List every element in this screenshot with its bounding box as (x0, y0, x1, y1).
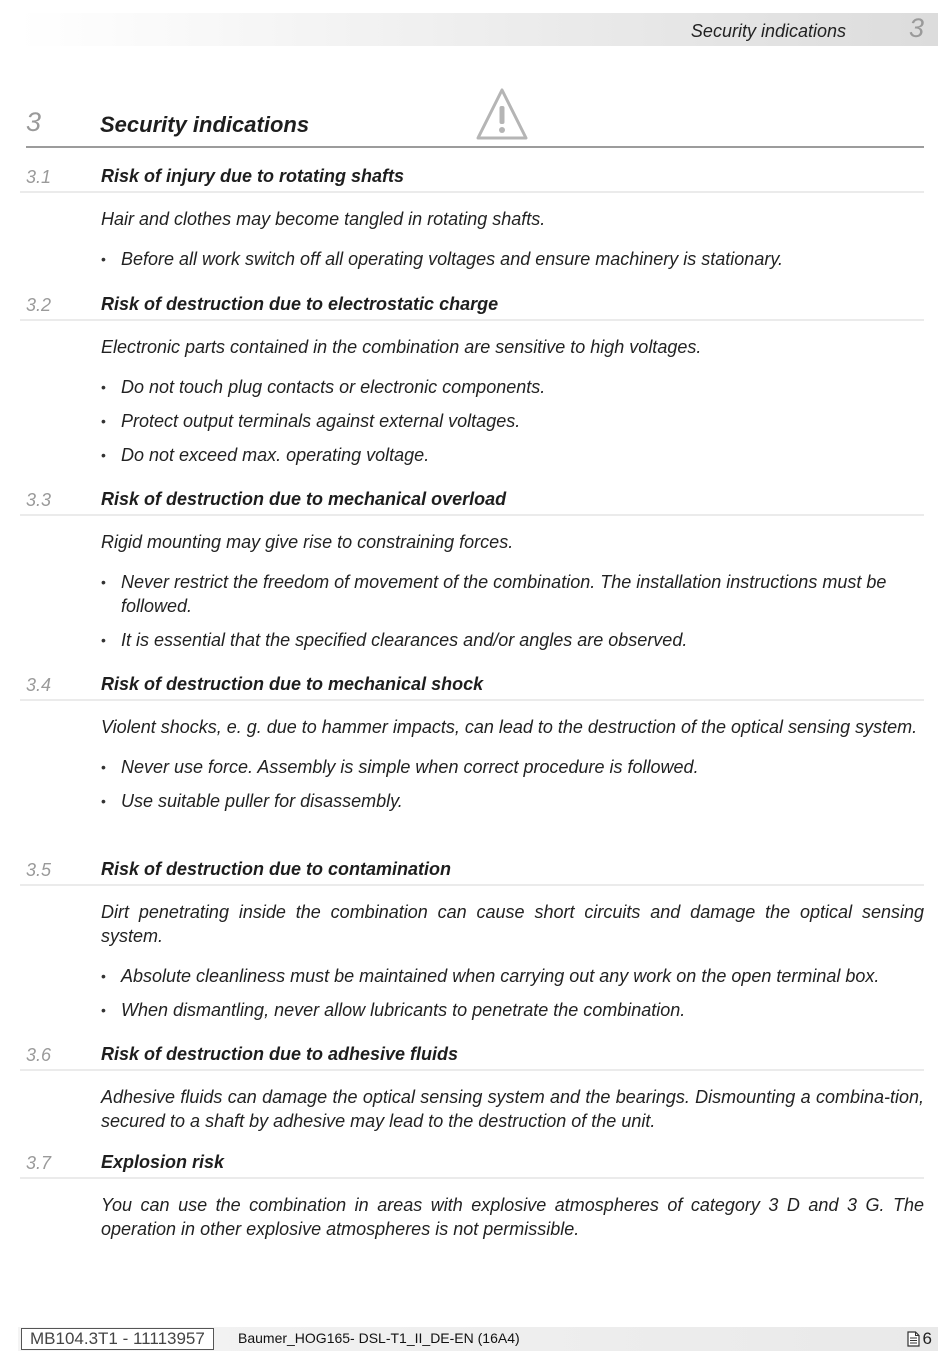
section-paragraph: Adhesive fluids can damage the optical sensing system and the bearings. Dismounting a combina-tion, secured to a shaft by adhesive may lead to the destruction of the unit. (101, 1087, 924, 1131)
section-heading (20, 1043, 924, 1071)
section-paragraph: Hair and clothes may become tangled in rotating shafts. (101, 209, 546, 229)
section-paragraph: Electronic parts contained in the combination are sensitive to high voltages. (101, 337, 702, 357)
section-3-6 (20, 1043, 924, 1133)
section-3-2 (20, 293, 924, 467)
bullet-icon: • (101, 632, 106, 648)
header-chapter-number: 3 (908, 13, 924, 43)
section-3-5 (20, 858, 924, 1022)
section-paragraph: You can use the combination in areas with explosive atmospheres of category 3 D and 3 G. The operation in other explosive atmospheres is not permissible. (101, 1195, 924, 1239)
list-item: • Absolute cleanliness must be maintained when carrying out any work on the open terminal box. (101, 966, 880, 986)
section-number: 3.3 (26, 490, 52, 510)
warning-triangle-icon (474, 86, 530, 142)
list-item: • Never restrict the freedom of movement of the combination. The installation instructions must be followed. (101, 572, 887, 616)
section-3-4 (20, 673, 924, 813)
section-number: 3.4 (26, 675, 52, 695)
section-3-3 (20, 488, 924, 652)
bullet-list (101, 964, 924, 1022)
list-item: • Do not exceed max. operating voltage. (101, 445, 430, 465)
section-number: 3.2 (26, 295, 52, 315)
section-number: 3.5 (26, 860, 52, 880)
bullet-icon: • (101, 447, 106, 463)
bullet-icon: • (101, 793, 106, 809)
chapter-title: Security indications (100, 112, 310, 137)
section-title: Risk of destruction due to adhesive fluids (101, 1044, 459, 1064)
section-number: 3.7 (26, 1153, 52, 1173)
section-3-1 (20, 165, 924, 271)
bullet-icon: • (101, 759, 106, 775)
chapter-heading (26, 106, 924, 148)
document-id: MB104.3T1 - 11113957 (21, 1328, 214, 1350)
bullet-icon: • (101, 379, 106, 395)
section-heading (20, 293, 924, 321)
chapter-number: 3 (26, 107, 42, 137)
bullet-list (101, 570, 924, 652)
section-paragraph: Dirt penetrating inside the combination can cause short circuits and damage the optical sensing system. (101, 902, 924, 946)
section-title: Risk of destruction due to contamination (101, 859, 452, 879)
section-title: Risk of destruction due to mechanical overload (101, 489, 507, 509)
bullet-icon: • (101, 968, 106, 984)
bullet-icon: • (101, 1002, 106, 1018)
section-heading (20, 165, 924, 193)
page-number (907, 1329, 932, 1349)
bullet-list (101, 247, 924, 271)
document-file-name: Baumer_HOG165- DSL-T1_II_DE-EN (16A4) (238, 1330, 520, 1346)
section-paragraph: Rigid mounting may give rise to constraining forces. (101, 532, 514, 552)
list-item: • Never use force. Assembly is simple when correct procedure is followed. (101, 757, 699, 777)
bullet-list (101, 375, 924, 467)
header-title: Security indications (690, 21, 846, 41)
bullet-icon: • (101, 413, 106, 429)
list-item: • Protect output terminals against external voltages. (101, 411, 521, 431)
section-title: Risk of destruction due to electrostatic charge (101, 294, 499, 314)
list-item: • When dismantling, never allow lubricants to penetrate the combination. (101, 1000, 686, 1020)
section-number: 3.1 (26, 167, 52, 187)
list-item: • Use suitable puller for disassembly. (101, 791, 403, 811)
section-heading (20, 858, 924, 886)
list-item: • Before all work switch off all operating voltages and ensure machinery is stationary. (101, 249, 783, 269)
section-title: Risk of injury due to rotating shafts (101, 166, 405, 186)
page-number-value: 6 (922, 1329, 932, 1348)
section-title: Explosion risk (101, 1152, 225, 1172)
bullet-icon: • (101, 574, 106, 590)
section-3-7 (20, 1151, 924, 1241)
section-paragraph: Violent shocks, e. g. due to hammer impacts, can lead to the destruction of the optical sensing system. (101, 717, 918, 737)
bullet-list (101, 755, 924, 813)
section-heading (20, 673, 924, 701)
list-item: • It is essential that the specified clearances and/or angles are observed. (101, 630, 688, 650)
page-footer (18, 1327, 938, 1351)
section-heading (20, 1151, 924, 1179)
section-number: 3.6 (26, 1045, 52, 1065)
section-heading (20, 488, 924, 516)
document-icon (907, 1331, 920, 1347)
page-header (18, 13, 938, 46)
bullet-icon: • (101, 251, 106, 267)
list-item: • Do not touch plug contacts or electronic components. (101, 377, 546, 397)
section-title: Risk of destruction due to mechanical shock (101, 674, 484, 694)
